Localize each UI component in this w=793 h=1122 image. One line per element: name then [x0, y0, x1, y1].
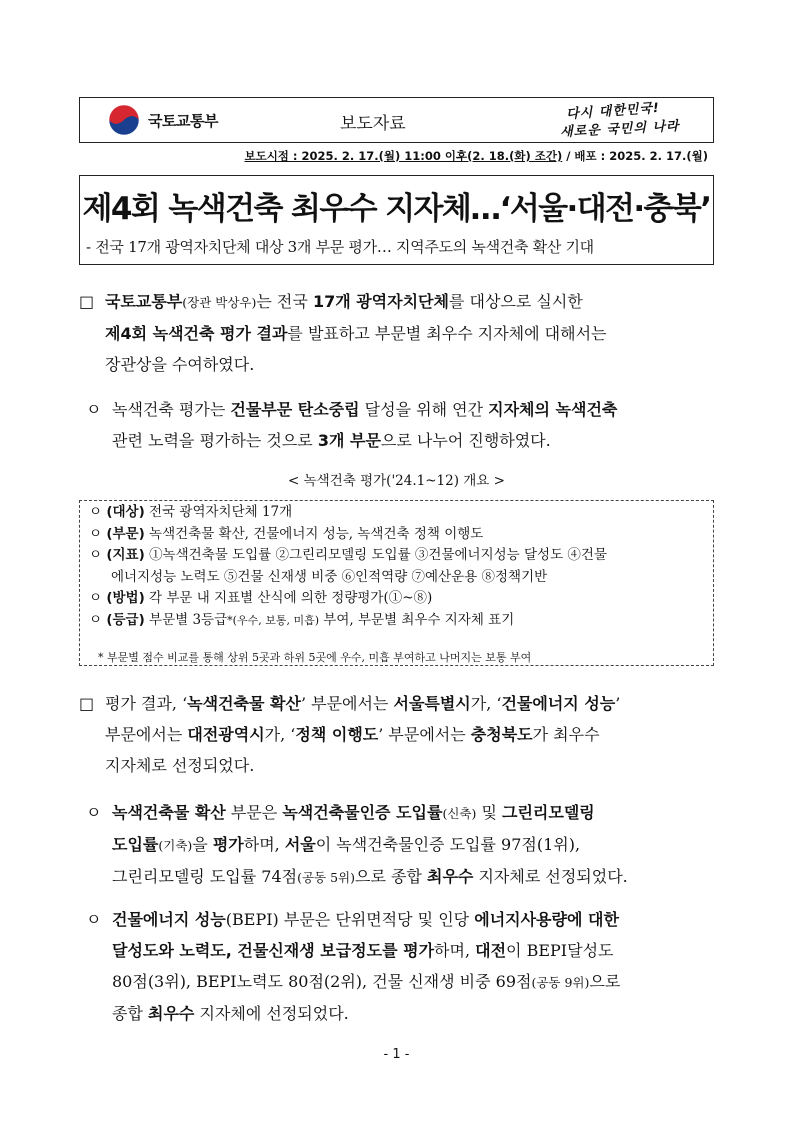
text: 부문별 3등급 [144, 611, 228, 628]
label: (부문) [106, 525, 145, 542]
ministry-name: 국토교통부 [148, 112, 218, 130]
text-bold: 달성도와 노력도, 건물신재생 보급정도를 평가 [112, 941, 435, 960]
text-bold: 대전 [475, 941, 507, 960]
paragraph-1 [79, 286, 607, 380]
embargo-separator: / [562, 149, 575, 163]
subtitle: - 전국 17개 광역자치단체 대상 3개 부문 평가… 지역주도의 녹색건축 확산 기대 [86, 238, 594, 256]
text: 를 발표하고 부문별 최우수 지자체에 대해서는 [287, 324, 607, 343]
government-emblem-icon [108, 104, 140, 136]
text: 녹색건축물 확산, 건물에너지 성능, 녹색건축 정책 이행도 [144, 525, 484, 542]
text-bold: 평가 [212, 835, 244, 854]
text-bold: 건물부문 탄소중립 [230, 400, 360, 419]
text: 이 BEPI달성도 [506, 941, 614, 960]
text: ’ 부문에서는 [300, 694, 394, 713]
text: 부문은 [225, 803, 283, 822]
text-bold: 17개 광역자치단체 [312, 292, 449, 311]
paragraph-5 [86, 904, 620, 1029]
text-bold: 최우수 [148, 1004, 195, 1023]
slogan-line-1: 다시 대한민국! [565, 100, 661, 123]
text-bold: 녹색건축물 확산 [112, 803, 226, 822]
text: 지자체로 선정되었다. [105, 756, 255, 775]
text-bold: 녹색건축물 확산 [187, 694, 301, 713]
text: 녹색건축 평가는 [112, 400, 231, 419]
text: 각 부문 내 지표별 산식에 의한 정량평가(①~⑧) [144, 590, 433, 606]
text: 달성을 위해 연간 [359, 400, 489, 419]
document-type: 보도자료 [340, 114, 406, 134]
text: 그린리모델링 도입률 74점 [112, 867, 298, 886]
overview-item-method: ㅇ (방법) 각 부문 내 지표별 산식에 의한 정량평가(①~⑧) [89, 590, 433, 606]
text: 80점(3위), BEPI노력도 80점(2위), 건물 신재생 비중 69점 [112, 972, 532, 991]
overview-caption: < 녹색건축 평가('24.1~12) 개요 > [288, 473, 505, 489]
page-number: - 1 - [383, 1047, 410, 1062]
text-bold: 제4회 녹색건축 평가 결과 [105, 324, 288, 343]
text: ①녹색건축물 도입률 ②그린리모델링 도입률 ③건물에너지성능 달성도 ④건물 [149, 547, 607, 563]
text-bold: 녹색건축물인증 도입률 [282, 803, 443, 822]
text: 종합 [112, 1004, 148, 1023]
text: 평가 결과, ‘ [105, 694, 188, 713]
text-small: (장관 박상우) [182, 295, 257, 310]
overview-item-index-cont [89, 567, 607, 589]
overview-item-target: ㅇ (대상) 전국 광역자치단체 17개 [89, 504, 293, 520]
text-small: (공동 5위) [297, 870, 355, 885]
text-small: (신축) [442, 806, 477, 821]
text-bold: 도입률 [112, 835, 159, 854]
text: 관련 노력을 평가하는 것으로 [112, 431, 318, 450]
text-bold: 정책 이행도 [295, 725, 379, 744]
paragraph-3 [79, 688, 620, 781]
text: 가, ‘ [470, 694, 502, 713]
text: ’ 부문에서는 [378, 725, 471, 744]
text-bold: 건물에너지 성능 [112, 910, 226, 929]
text-bold: 국토교통부 [105, 292, 183, 311]
label: (등급) [106, 611, 145, 628]
text: 으로 [589, 972, 621, 991]
overview-item-index: ㅇ (지표) ①녹색건축물 도입률 ②그린리모델링 도입률 ③건물에너지성능 달성도 ④건물 [89, 547, 607, 563]
text-bold: 충청북도 [470, 725, 533, 744]
text: 을 [192, 835, 213, 854]
label: (대상) [106, 504, 145, 520]
text-bold: 최우수 [427, 867, 474, 886]
text-small: (기축) [158, 838, 193, 853]
text-bold: 3개 부문 [317, 431, 381, 450]
overview-note: * 부문별 점수 비교를 통해 상위 5곳과 하위 5곳에 우수, 미흡 부여하고 나머지는 보통 부여 [98, 651, 532, 664]
text: 는 전국 [256, 292, 313, 311]
text: 전국 광역자치단체 17개 [144, 504, 293, 520]
text: 으로 나누어 진행하였다. [380, 431, 551, 450]
paragraph-4 [86, 797, 628, 893]
label: (지표) [106, 547, 145, 563]
text-small: *(우수, 보통, 미흡) [227, 613, 319, 627]
embargo-time: 보도시점 : 2025. 2. 17.(월) 11:00 이후(2. 18.(화) 조간) [244, 149, 563, 163]
text-bold: 서울 [284, 835, 316, 854]
text: 하며, [243, 835, 285, 854]
circle-bullet: ㅇ [86, 910, 102, 929]
text-small: (공동 9위) [531, 975, 590, 990]
overview-list [89, 502, 607, 631]
text: 및 [476, 803, 502, 822]
overview-item-sector: ㅇ (부문) 녹색건축물 확산, 건물에너지 성능, 녹색건축 정책 이행도 [89, 525, 484, 542]
main-title: 제4회 녹색건축 최우수 지자체…‘서울·대전·충북’ [82, 191, 711, 227]
text: 하며, [434, 941, 476, 960]
text: 에너지성능 노력도 ⑤건물 신재생 비중 ⑥인적역량 ⑦예산운용 ⑧정책기반 [111, 568, 548, 585]
embargo-line [244, 148, 708, 164]
text-bold: 대전광역시 [187, 725, 265, 744]
text: 부여, 부문별 최우수 지자체 표기 [318, 611, 515, 628]
text-bold: 그린리모델링 [502, 803, 595, 822]
text-bold: 건물에너지 성능 [501, 694, 616, 713]
overview-item-grade: ㅇ (등급) 부문별 3등급*(우수, 보통, 미흡) 부여, 부문별 최우수 지자체 표기 [89, 611, 515, 628]
distribution-date: 배포 : 2025. 2. 17.(월) [574, 149, 708, 163]
square-bullet: □ [79, 292, 95, 311]
slogan-line-2: 새로운 국민의 나라 [559, 118, 680, 141]
circle-bullet: ㅇ [86, 803, 102, 822]
text-bold: 에너지사용량에 대한 [474, 910, 619, 929]
text-bold: 서울특별시 [393, 694, 471, 713]
text: 가, ‘ [264, 725, 296, 744]
square-bullet: □ [79, 694, 95, 713]
text: 으로 종합 [355, 867, 427, 886]
text: 가 최우수 [532, 725, 600, 744]
text: 장관상을 수여하였다. [105, 355, 255, 374]
text: 지자체로 선정되었다. [473, 867, 628, 886]
circle-bullet: ㅇ [86, 400, 102, 419]
paragraph-2 [86, 394, 617, 456]
text: 부문에서는 [105, 725, 188, 744]
text: 이 녹색건축물인증 도입률 97점(1위), [315, 835, 581, 854]
label: (방법) [106, 590, 145, 606]
text: ’ [615, 694, 621, 713]
text: 지자체에 선정되었다. [194, 1004, 349, 1023]
text-bold: 지자체의 녹색건축 [488, 400, 618, 419]
text: (BEPI) 부문은 단위면적당 및 인당 [225, 910, 475, 929]
text: 를 대상으로 실시한 [448, 292, 583, 311]
